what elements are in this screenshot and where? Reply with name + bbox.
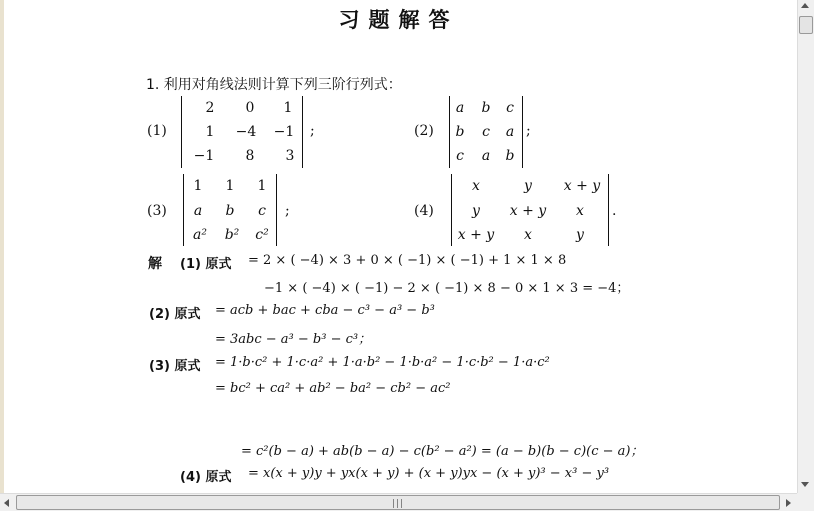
horizontal-scroll-thumb[interactable] bbox=[16, 495, 780, 510]
det-1-cell: 1 bbox=[205, 124, 215, 140]
horizontal-scrollbar[interactable] bbox=[0, 493, 797, 511]
scroll-up-arrow-icon[interactable] bbox=[801, 3, 809, 8]
solution-line: = 2 × ( −4) × 3 + 0 × ( −1) × ( −1) + 1 × 1 × 8 bbox=[248, 253, 567, 268]
solution-label: (4) 原式 bbox=[180, 470, 232, 485]
determinant-1 bbox=[181, 96, 303, 168]
det-4-label: (4) bbox=[414, 203, 434, 219]
det-4-cell: x + y bbox=[457, 227, 495, 243]
det-3-suffix: ; bbox=[285, 203, 290, 219]
det-4-cell: x + y bbox=[563, 178, 601, 194]
solution-line: = c²(b − a) + ab(b − a) − c(b² − a²) = (a − b)(b − c)(c − a)； bbox=[241, 444, 644, 459]
det-4-suffix: . bbox=[612, 203, 617, 219]
solution-label: (1) 原式 bbox=[180, 257, 232, 272]
det-3-cell: c² bbox=[255, 227, 269, 243]
solution-line: = 3abc − a³ − b³ − c³； bbox=[215, 332, 372, 347]
det-2-cell: a bbox=[481, 148, 491, 164]
det-2-cell: b bbox=[505, 148, 515, 164]
det-2-cell: a bbox=[455, 100, 465, 116]
det-1-label: (1) bbox=[147, 123, 167, 139]
page-title: 习题解答 bbox=[338, 8, 459, 32]
determinant-4 bbox=[451, 174, 609, 246]
solution-line: = x(x + y)y + yx(x + y) + (x + y)yx − (x + y)³ − x³ − y³ bbox=[248, 466, 610, 481]
det-1-cell: 1 bbox=[283, 100, 293, 116]
page-edge bbox=[0, 0, 4, 493]
problem-heading: 1. 利用对角线法则计算下列三阶行列式： bbox=[146, 77, 402, 93]
scroll-down-arrow-icon[interactable] bbox=[801, 482, 809, 487]
det-2-cell: b bbox=[455, 124, 465, 140]
solution-line: −1 × ( −4) × ( −1) − 2 × ( −1) × 8 − 0 × 1 × 3 = −4； bbox=[264, 281, 630, 296]
det-2-suffix: ; bbox=[526, 123, 531, 139]
det-2-cell: c bbox=[506, 100, 514, 116]
det-4-cell: y bbox=[472, 203, 480, 219]
det-1-cell: 8 bbox=[245, 148, 255, 164]
det-3-label: (3) bbox=[147, 203, 167, 219]
det-1-cell: −1 bbox=[273, 124, 295, 140]
solution-line: = bc² + ca² + ab² − ba² − cb² − ac² bbox=[215, 381, 451, 396]
scrollbar-corner bbox=[797, 493, 814, 511]
det-4-cell: x bbox=[472, 178, 480, 194]
det-3-cell: a bbox=[193, 203, 203, 219]
det-4-cell: x + y bbox=[509, 203, 547, 219]
det-4-cell: y bbox=[576, 227, 584, 243]
solution-label: (3) 原式 bbox=[149, 359, 201, 374]
determinant-3 bbox=[183, 174, 277, 246]
det-1-suffix: ; bbox=[310, 123, 315, 139]
scroll-left-arrow-icon[interactable] bbox=[4, 499, 9, 507]
det-1-cell: 3 bbox=[285, 148, 295, 164]
scroll-right-arrow-icon[interactable] bbox=[786, 499, 791, 507]
det-1-cell: 0 bbox=[245, 100, 255, 116]
determinant-2 bbox=[449, 96, 523, 168]
solution-line: = acb + bac + cba − c³ − a³ − b³ bbox=[215, 303, 435, 318]
det-4-cell: x bbox=[524, 227, 532, 243]
det-3-cell: 1 bbox=[193, 178, 203, 194]
det-3-cell: b bbox=[225, 203, 235, 219]
solution-line: = 1·b·c² + 1·c·a² + 1·a·b² − 1·b·a² − 1·c·b² − 1·a·c² bbox=[215, 355, 550, 370]
det-3-cell: a² bbox=[193, 227, 207, 243]
det-3-cell: b² bbox=[224, 227, 240, 243]
det-1-cell: 2 bbox=[205, 100, 215, 116]
det-2-label: (2) bbox=[414, 123, 434, 139]
solution-label: (2) 原式 bbox=[149, 307, 201, 322]
solution-marker: 解 bbox=[148, 256, 162, 272]
vertical-scrollbar[interactable] bbox=[797, 0, 814, 493]
det-1-cell: −4 bbox=[235, 124, 257, 140]
det-3-cell: c bbox=[258, 203, 266, 219]
scroll-grip-icon: ||| bbox=[391, 499, 405, 509]
det-3-cell: 1 bbox=[225, 178, 235, 194]
det-3-cell: 1 bbox=[257, 178, 267, 194]
det-4-cell: x bbox=[576, 203, 584, 219]
det-2-cell: b bbox=[481, 100, 491, 116]
det-2-cell: c bbox=[482, 124, 490, 140]
det-2-cell: a bbox=[505, 124, 515, 140]
det-1-cell: −1 bbox=[193, 148, 215, 164]
vertical-scroll-thumb[interactable] bbox=[799, 16, 813, 34]
det-2-cell: c bbox=[456, 148, 464, 164]
det-4-cell: y bbox=[524, 178, 532, 194]
